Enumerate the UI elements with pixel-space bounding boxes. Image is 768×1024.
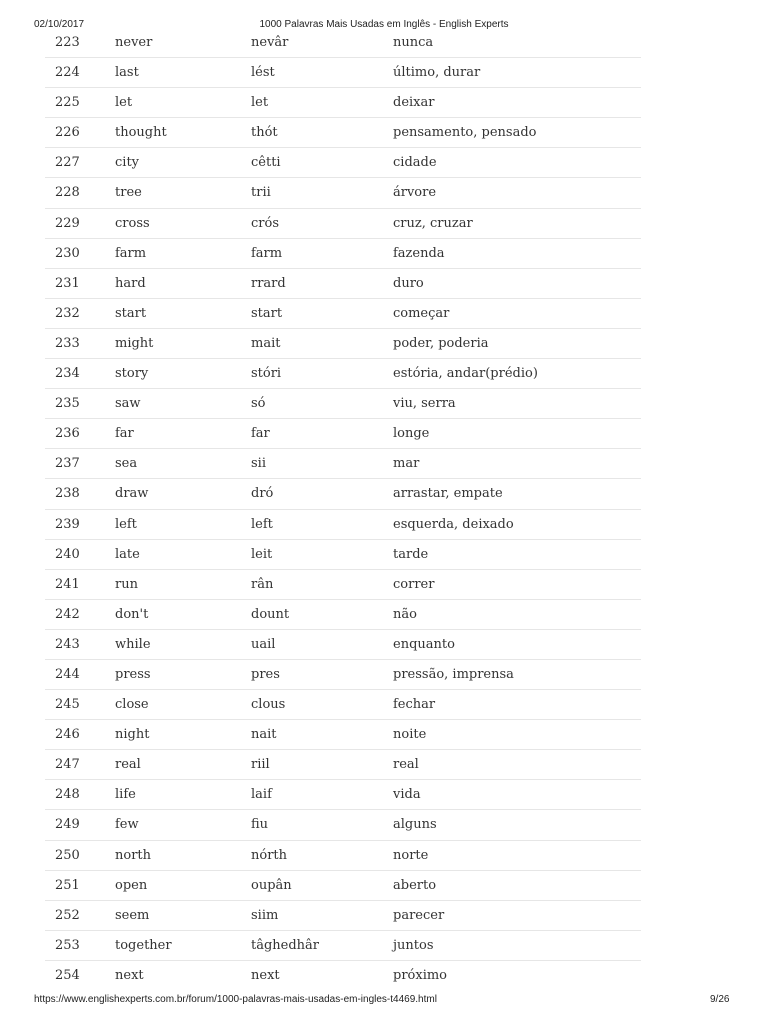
pronunciation: pres [251, 666, 280, 682]
portuguese-translation: fechar [393, 697, 436, 713]
word-table [45, 28, 641, 991]
portuguese-translation: não [393, 606, 417, 622]
portuguese-translation: parecer [393, 907, 445, 923]
table-row [45, 148, 641, 178]
table-row [45, 901, 641, 931]
table-row [45, 269, 641, 299]
pronunciation: fiu [251, 817, 269, 833]
table-row [45, 118, 641, 148]
table-row [45, 299, 641, 329]
table-row [45, 510, 641, 540]
pronunciation: mait [251, 335, 281, 351]
pronunciation: rrard [251, 275, 286, 291]
table-row [45, 750, 641, 780]
pronunciation: dount [251, 606, 290, 622]
english-word: saw [115, 396, 141, 412]
word-number: 236 [55, 426, 80, 442]
english-word: seem [115, 907, 150, 923]
word-number: 240 [55, 546, 80, 562]
table-row [45, 660, 641, 690]
pronunciation: far [251, 426, 270, 442]
word-number: 224 [55, 65, 80, 81]
word-number: 253 [55, 937, 80, 953]
print-date: 02/10/2017 [34, 19, 85, 30]
word-number: 238 [55, 486, 80, 502]
table-row [45, 58, 641, 88]
english-word: real [115, 757, 141, 773]
word-number: 246 [55, 727, 80, 743]
pronunciation: left [251, 516, 273, 532]
table-row [45, 720, 641, 750]
english-word: open [115, 877, 148, 893]
english-word: press [115, 666, 151, 682]
english-word: life [115, 787, 136, 803]
pronunciation: let [251, 95, 269, 111]
portuguese-translation: mar [393, 456, 420, 472]
table-row [45, 419, 641, 449]
english-word: city [115, 155, 140, 171]
table-row [45, 630, 641, 660]
english-word: farm [115, 245, 147, 261]
english-word: hard [115, 275, 146, 291]
english-word: few [115, 817, 139, 833]
table-row [45, 780, 641, 810]
word-number: 235 [55, 396, 80, 412]
table-row [45, 810, 641, 840]
pronunciation: laif [251, 787, 272, 803]
word-number: 227 [55, 155, 80, 171]
table-row [45, 389, 641, 419]
portuguese-translation: fazenda [393, 245, 445, 261]
portuguese-translation: duro [393, 275, 424, 291]
pronunciation: thót [251, 125, 278, 141]
table-row [45, 479, 641, 509]
word-number: 223 [55, 35, 80, 50]
word-number: 228 [55, 185, 80, 201]
table-row [45, 449, 641, 479]
portuguese-translation: vida [393, 787, 421, 803]
english-word: tree [115, 185, 142, 201]
pronunciation: lést [251, 65, 275, 81]
pronunciation: clous [251, 697, 286, 713]
word-number: 250 [55, 847, 80, 863]
english-word: run [115, 576, 138, 592]
english-word: north [115, 847, 152, 863]
portuguese-translation: último, durar [393, 65, 481, 81]
page-number: 9/26 [710, 994, 730, 1005]
table-row [45, 931, 641, 961]
table-row [45, 540, 641, 570]
portuguese-translation: viu, serra [393, 396, 456, 412]
page-url[interactable]: https://www.englishexperts.com.br/forum/1000-palavras-mais-usadas-em-ingles-t4469.html [34, 994, 437, 1005]
word-number: 231 [55, 275, 80, 291]
portuguese-translation: pressão, imprensa [393, 666, 514, 682]
pronunciation: uail [251, 636, 276, 652]
table-row [45, 841, 641, 871]
portuguese-translation: poder, poderia [393, 335, 489, 351]
page-title: 1000 Palavras Mais Usadas em Inglês - English Experts [259, 19, 509, 30]
word-number: 233 [55, 335, 80, 351]
table-row [45, 88, 641, 118]
portuguese-translation: tarde [393, 546, 429, 562]
table-row [45, 239, 641, 269]
word-number: 243 [55, 636, 80, 652]
portuguese-translation: enquanto [393, 636, 455, 652]
pronunciation: rân [251, 576, 274, 592]
english-word: don't [115, 606, 149, 622]
word-number: 247 [55, 757, 80, 773]
word-number: 241 [55, 576, 80, 592]
word-number: 252 [55, 907, 80, 923]
english-word: cross [115, 215, 150, 231]
english-word: sea [115, 456, 138, 472]
word-number: 251 [55, 877, 80, 893]
portuguese-translation: estória, andar(prédio) [393, 366, 538, 382]
portuguese-translation: começar [393, 305, 450, 321]
word-number: 229 [55, 215, 80, 231]
table-row [45, 690, 641, 720]
english-word: close [115, 697, 149, 713]
pronunciation: trii [251, 185, 271, 201]
word-number: 244 [55, 666, 80, 682]
english-word: left [115, 516, 137, 532]
english-word: together [115, 937, 172, 953]
portuguese-translation: noite [393, 727, 427, 743]
word-number: 245 [55, 697, 80, 713]
portuguese-translation: cidade [393, 155, 437, 171]
table-row [45, 359, 641, 389]
english-word: might [115, 335, 154, 351]
english-word: thought [115, 125, 167, 141]
table-row [45, 570, 641, 600]
pronunciation: siim [251, 907, 279, 923]
pronunciation: nórth [251, 847, 288, 863]
portuguese-translation: correr [393, 576, 435, 592]
portuguese-translation: pensamento, pensado [393, 125, 537, 141]
english-word: never [115, 35, 153, 50]
pronunciation: stóri [251, 366, 282, 382]
portuguese-translation: nunca [393, 35, 434, 50]
portuguese-translation: arrastar, empate [393, 486, 503, 502]
table-row [45, 600, 641, 630]
pronunciation: dró [251, 486, 274, 502]
table-row [45, 329, 641, 359]
portuguese-translation: árvore [393, 185, 437, 201]
english-word: next [115, 967, 144, 983]
pronunciation: next [251, 967, 280, 983]
english-word: late [115, 546, 140, 562]
portuguese-translation: juntos [393, 937, 434, 953]
word-number: 239 [55, 516, 80, 532]
portuguese-translation: esquerda, deixado [393, 516, 514, 532]
portuguese-translation: deixar [393, 95, 435, 111]
pronunciation: farm [251, 245, 283, 261]
word-number: 242 [55, 606, 80, 622]
word-number: 226 [55, 125, 80, 141]
english-word: night [115, 727, 150, 743]
word-number: 254 [55, 967, 80, 983]
portuguese-translation: aberto [393, 877, 437, 893]
word-number: 248 [55, 787, 80, 803]
pronunciation: sii [251, 456, 266, 472]
word-number: 237 [55, 456, 80, 472]
portuguese-translation: próximo [393, 967, 448, 983]
english-word: while [115, 636, 151, 652]
pronunciation: nait [251, 727, 277, 743]
english-word: far [115, 426, 134, 442]
word-number: 225 [55, 95, 80, 111]
table-row [45, 209, 641, 239]
pronunciation: cêtti [251, 155, 281, 171]
pronunciation: tâghedhâr [251, 937, 320, 953]
english-word: last [115, 65, 139, 81]
table-row [45, 28, 641, 58]
english-word: story [115, 366, 149, 382]
portuguese-translation: real [393, 757, 419, 773]
word-number: 230 [55, 245, 80, 261]
word-number: 249 [55, 817, 80, 833]
portuguese-translation: cruz, cruzar [393, 215, 473, 231]
english-word: draw [115, 486, 149, 502]
pronunciation: start [251, 305, 283, 321]
portuguese-translation: norte [393, 847, 429, 863]
table-row [45, 961, 641, 991]
word-number: 234 [55, 366, 80, 382]
english-word: start [115, 305, 147, 321]
table-row [45, 178, 641, 208]
pronunciation: crós [251, 215, 279, 231]
english-word: let [115, 95, 133, 111]
table-row [45, 871, 641, 901]
word-number: 232 [55, 305, 80, 321]
pronunciation: riil [251, 757, 270, 773]
pronunciation: leit [251, 546, 273, 562]
pronunciation: só [251, 396, 266, 412]
portuguese-translation: longe [393, 426, 430, 442]
portuguese-translation: alguns [393, 817, 437, 833]
pronunciation: nevâr [251, 35, 289, 50]
pronunciation: oupân [251, 877, 292, 893]
